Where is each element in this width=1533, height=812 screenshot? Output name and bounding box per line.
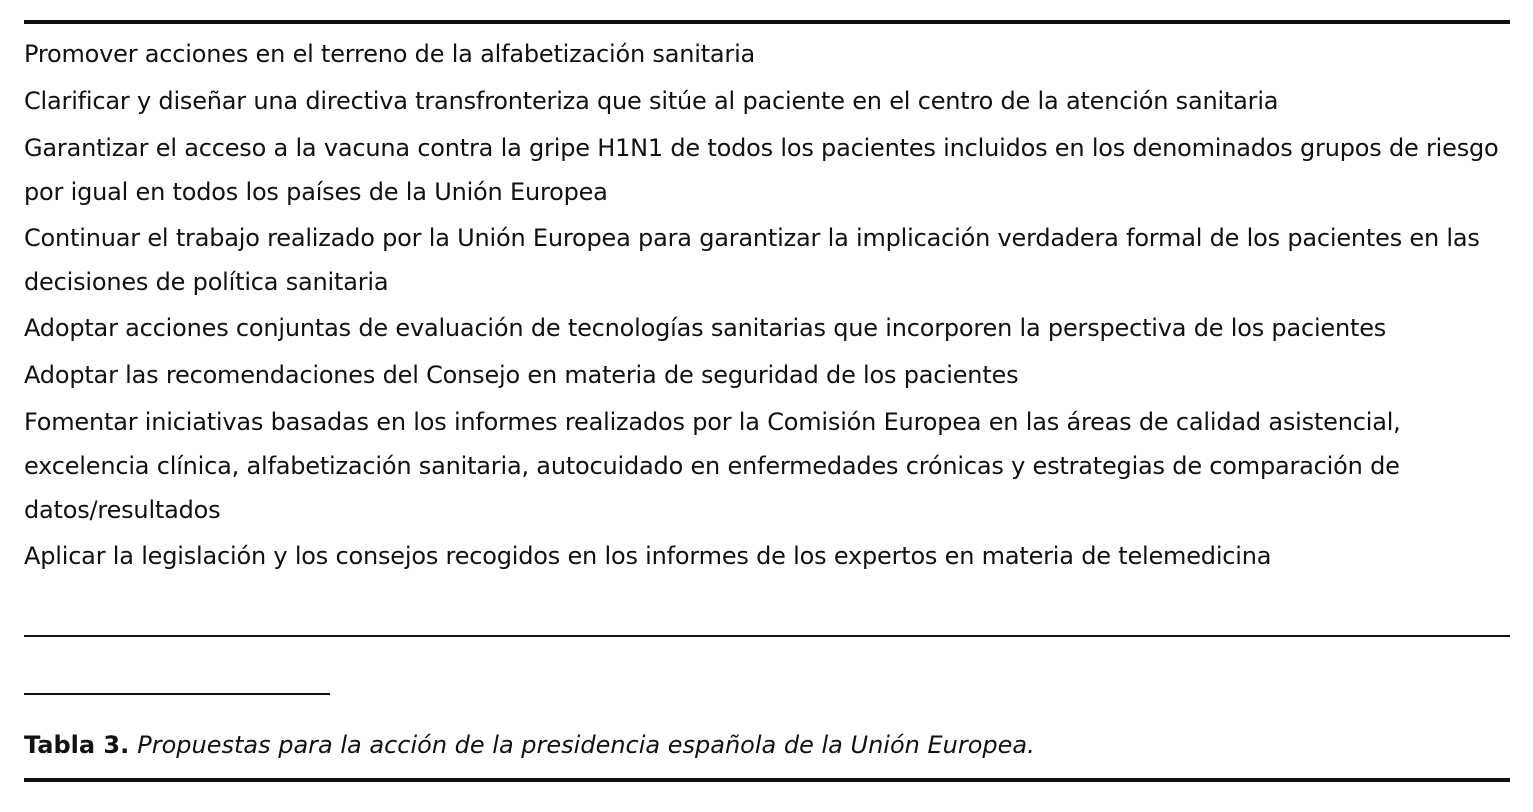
proposal-item-7: Fomentar iniciativas basadas en los informes realizados por la Comisión Europea en las áreas de calidad asistencial, excelencia clínica, alfabetización sanitaria, autocuidado en enfermedades crónicas y estrategias de comparación de datos/resultados: [24, 408, 1401, 524]
table-top-rule: [24, 20, 1510, 24]
proposal-item-8: Aplicar la legislación y los consejos recogidos en los informes de los expertos en materia de telemedicina: [24, 542, 1272, 570]
proposal-list: [24, 32, 1510, 581]
table-caption: [24, 727, 1035, 763]
proposal-item-5: Adoptar acciones conjuntas de evaluación de tecnologías sanitarias que incorporen la perspectiva de los pacientes: [24, 314, 1387, 342]
proposal-item-6: Adoptar las recomendaciones del Consejo en materia de seguridad de los pacientes: [24, 361, 1019, 389]
proposal-item-4: Continuar el trabajo realizado por la Unión Europea para garantizar la implicación verdadera formal de los pacientes en las decisiones de política sanitaria: [24, 224, 1480, 296]
proposal-item-3: Garantizar el acceso a la vacuna contra la gripe H1N1 de todos los pacientes incluidos en los denominados grupos de riesgo por igual en todos los países de la Unión Europea: [24, 134, 1499, 206]
table-bottom-rule: [24, 635, 1510, 637]
caption-text: Propuestas para la acción de la presidencia española de la Unión Europea.: [137, 731, 1035, 759]
caption-bottom-rule: [24, 778, 1510, 782]
footnote-separator: [24, 693, 330, 695]
proposal-item-1: Promover acciones en el terreno de la alfabetización sanitaria: [24, 40, 756, 68]
proposal-item-2: Clarificar y diseñar una directiva transfronteriza que sitúe al paciente en el centro de la atención sanitaria: [24, 87, 1279, 115]
caption-label: Tabla 3.: [24, 731, 130, 759]
